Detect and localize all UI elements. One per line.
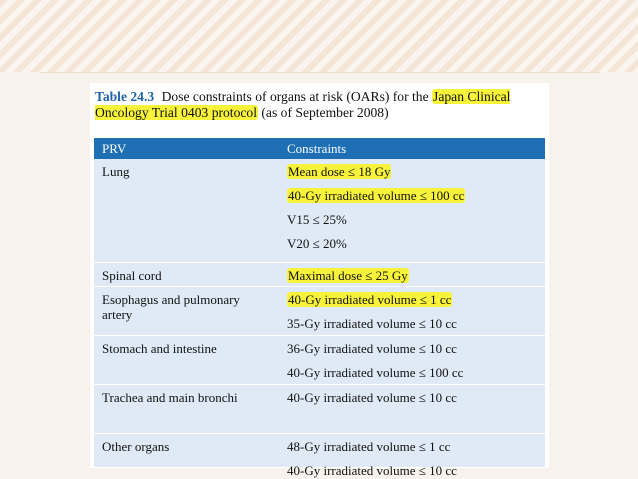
constraint-value: 40-Gy irradiated volume ≤ 100 cc [287, 365, 464, 380]
table-row [94, 159, 545, 263]
table-figure [90, 83, 549, 478]
constraint-text [287, 316, 457, 331]
organ-name: Trachea and main bronchi [102, 390, 238, 405]
header-constraints: Constraints [287, 141, 347, 156]
constraint-highlight: 40-Gy irradiated volume ≤ 100 cc [288, 188, 465, 203]
constraint-value: 40-Gy irradiated volume ≤ 10 cc [287, 463, 457, 478]
constraint-highlight: 40-Gy irradiated volume ≤ 1 cc [288, 292, 452, 307]
constraint-text [287, 236, 347, 251]
constraint-text [287, 365, 463, 380]
constraint-text [287, 212, 347, 227]
table-row [94, 336, 545, 385]
table-caption [95, 89, 547, 121]
constraint-text [287, 439, 450, 454]
constraint-value: 35-Gy irradiated volume ≤ 10 cc [287, 316, 457, 331]
table-row [94, 385, 545, 434]
caption-text-end: (as of September 2008) [261, 105, 389, 120]
constraint-text [287, 463, 457, 478]
table-row [94, 434, 545, 478]
organ-name: Other organs [102, 439, 170, 454]
caption-text: Dose constraints of organs at risk (OARs) for the [161, 89, 429, 104]
organ-name: Lung [102, 164, 130, 179]
constraint-text [287, 188, 465, 203]
constraint-text [287, 390, 457, 405]
background-stripes [0, 0, 638, 72]
caption-highlight: Japan Clinical Oncology Trial 0403 protocol [95, 89, 511, 120]
table-header [94, 138, 545, 159]
constraint-value: V20 ≤ 20% [287, 236, 347, 251]
constraint-highlight: Mean dose ≤ 18 Gy [288, 164, 391, 179]
organ-name: Esophagus and pulmonary artery [102, 292, 240, 322]
constraint-text [287, 268, 409, 283]
background-divider [40, 72, 600, 73]
organ-name: Stomach and intestine [102, 341, 217, 356]
constraint-text [287, 164, 391, 179]
constraint-highlight: Maximal dose ≤ 25 Gy [288, 268, 408, 283]
constraint-text [287, 292, 452, 307]
header-prv: PRV [102, 141, 127, 156]
constraint-text [287, 341, 457, 356]
table-row [94, 263, 545, 287]
constraint-value: 40-Gy irradiated volume ≤ 10 cc [287, 390, 457, 405]
table-label: Table 24.3 [95, 89, 155, 104]
constraint-value: V15 ≤ 25% [287, 212, 347, 227]
constraint-value: 36-Gy irradiated volume ≤ 10 cc [287, 341, 457, 356]
organ-name: Spinal cord [102, 268, 162, 283]
table-row [94, 287, 545, 336]
constraint-value: 48-Gy irradiated volume ≤ 1 cc [287, 439, 451, 454]
